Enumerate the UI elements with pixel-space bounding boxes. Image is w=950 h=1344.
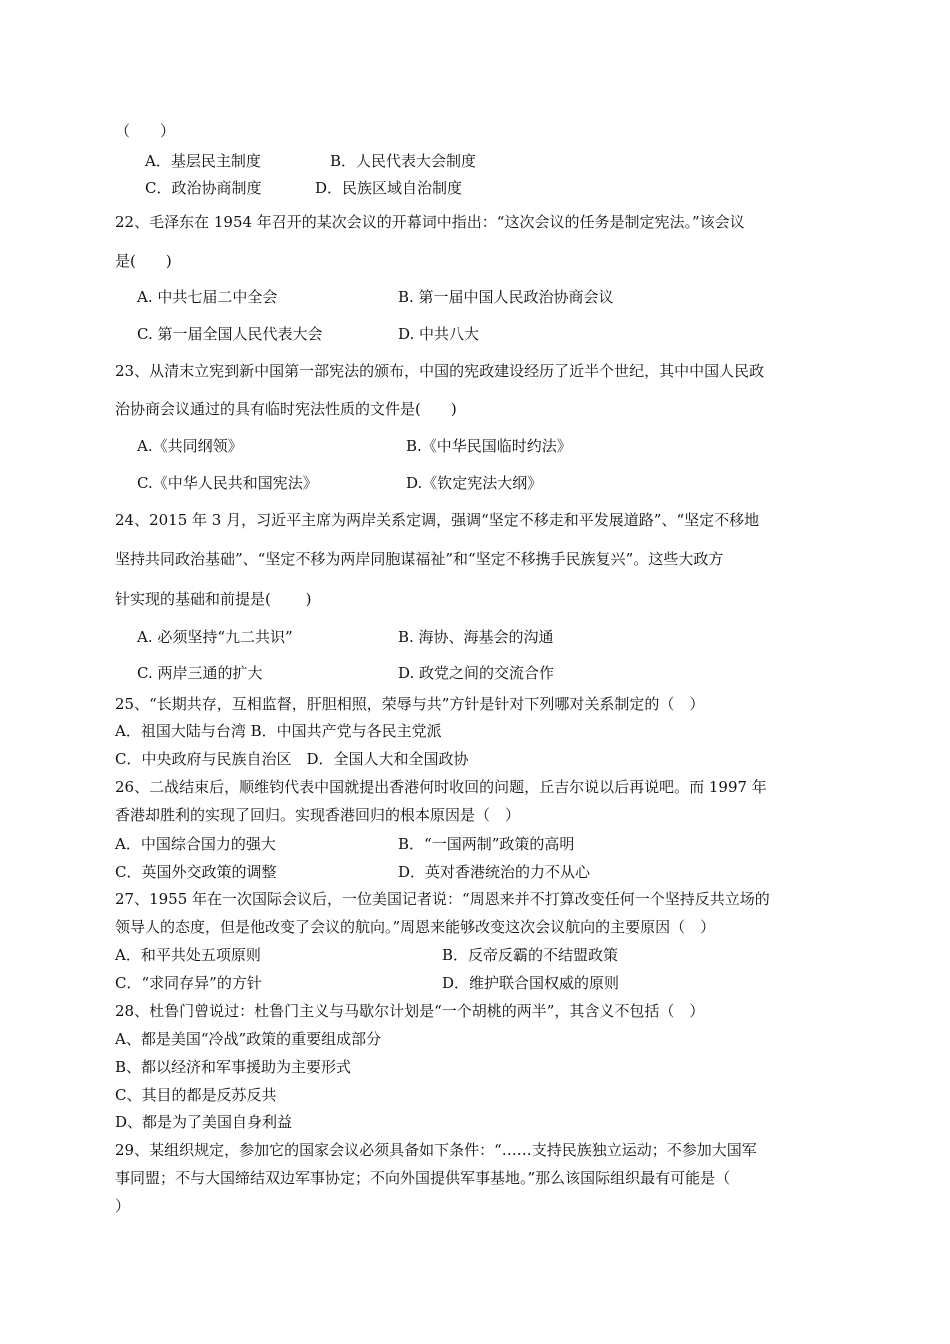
q27-stem-line2: 领导人的态度，但是他改变了会议的航向。”周恩来能够改变这次会议航向的主要原因（ ） — [115, 918, 716, 936]
q23-stem-line2: 治协商会议通过的具有临时宪法性质的文件是( ) — [115, 400, 457, 418]
q27-stem-line1: 27、1955 年在一次国际会议后，一位美国记者说：“周恩来并不打算改变任何一个坚持反共立场的 — [115, 890, 770, 908]
q27-option-b[interactable]: B．反帝反霸的不结盟政策 — [442, 946, 619, 964]
q26-option-d[interactable]: D．英对香港统治的力不从心 — [398, 863, 591, 881]
q29-stem-line2: 事同盟；不与大国缔结双边军事协定；不向外国提供军事基地。”那么该国际组织最有可能是（ — [115, 1169, 731, 1187]
q22-option-c[interactable]: C. 第一届全国人民代表大会 — [137, 325, 323, 343]
q26-option-b[interactable]: B．“一国两制”政策的高明 — [398, 835, 575, 853]
q22-option-a[interactable]: A. 中共七届二中全会 — [137, 288, 278, 306]
q23-option-b[interactable]: B.《中华民国临时约法》 — [406, 437, 572, 455]
q28-option-d[interactable]: D、都是为了美国自身利益 — [115, 1113, 293, 1131]
q23-option-a[interactable]: A.《共同纲领》 — [137, 437, 243, 455]
q24-stem-line3: 针实现的基础和前提是( ) — [115, 590, 312, 608]
q22-stem-line1: 22、毛泽东在 1954 年召开的某次会议的开幕词中指出：“这次会议的任务是制定宪法。”该会议 — [115, 213, 745, 231]
q21-stem-tail: （ ） — [115, 122, 176, 140]
q23-option-c[interactable]: C.《中华人民共和国宪法》 — [137, 474, 318, 492]
q24-option-b[interactable]: B. 海协、海基会的沟通 — [398, 628, 554, 646]
q26-option-c[interactable]: C．英国外交政策的调整 — [115, 863, 277, 881]
q24-stem-line2: 坚持共同政治基础”、“坚定不移为两岸同胞谋福祉”和“坚定不移携手民族复兴”。这些大政方 — [115, 550, 724, 568]
q24-stem-line1: 24、2015 年 3 月，习近平主席为两岸关系定调，强调“坚定不移走和平发展道路”、“坚定不移地 — [115, 511, 760, 529]
q29-stem-line1: 29、某组织规定，参加它的国家会议必须具备如下条件：“……支持民族独立运动；不参加大国军 — [115, 1141, 757, 1159]
q25-stem: 25、“长期共存，互相监督，肝胆相照，荣辱与共”方针是针对下列哪对关系制定的（ ） — [115, 695, 705, 713]
q22-stem-line2: 是( ) — [115, 252, 172, 270]
q24-option-a[interactable]: A. 必须坚持“九二共识” — [137, 628, 293, 646]
q26-stem-line1: 26、二战结束后，顺维钧代表中国就提出香港何时收回的问题，丘吉尔说以后再说吧。而 1997 年 — [115, 778, 767, 796]
q22-option-b[interactable]: B. 第一届中国人民政治协商会议 — [398, 288, 614, 306]
q28-option-a[interactable]: A、都是美国“冷战”政策的重要组成部分 — [115, 1030, 382, 1048]
q24-option-c[interactable]: C. 两岸三通的扩大 — [137, 664, 263, 682]
q21-option-d[interactable]: D．民族区域自治制度 — [315, 179, 463, 197]
q26-stem-line2: 香港却胜利的实现了回归。实现香港回归的根本原因是（ ） — [115, 806, 521, 824]
q24-option-d[interactable]: D. 政党之间的交流合作 — [398, 664, 555, 682]
q27-option-a[interactable]: A．和平共处五项原则 — [115, 946, 261, 964]
q26-option-a[interactable]: A．中国综合国力的强大 — [115, 835, 276, 853]
q25-options-cd[interactable]: C．中央政府与民族自治区 D．全国人大和全国政协 — [115, 750, 469, 768]
q23-stem-line1: 23、从清末立宪到新中国第一部宪法的颁布，中国的宪政建设经历了近半个世纪，其中中国人民政 — [115, 362, 765, 380]
q28-option-b[interactable]: B、都以经济和军事援助为主要形式 — [115, 1058, 352, 1076]
q27-option-d[interactable]: D．维护联合国权威的原则 — [442, 974, 620, 992]
q23-option-d[interactable]: D.《钦定宪法大纲》 — [406, 474, 543, 492]
q28-option-c[interactable]: C、其目的都是反苏反共 — [115, 1086, 277, 1104]
q22-option-d[interactable]: D. 中共八大 — [398, 325, 480, 343]
q28-stem: 28、杜鲁门曾说过：杜鲁门主义与马歇尔计划是“一个胡桃的两半”，其含义不包括（ ） — [115, 1002, 705, 1020]
q21-option-c[interactable]: C．政治协商制度 — [145, 179, 262, 197]
q29-stem-line3: ） — [115, 1197, 131, 1215]
q27-option-c[interactable]: C．“求同存异”的方针 — [115, 974, 262, 992]
q21-option-a[interactable]: A．基层民主制度 — [145, 152, 261, 170]
q21-option-b[interactable]: B．人民代表大会制度 — [330, 152, 477, 170]
q25-options-ab[interactable]: A．祖国大陆与台湾 B．中国共产党与各民主党派 — [115, 722, 442, 740]
